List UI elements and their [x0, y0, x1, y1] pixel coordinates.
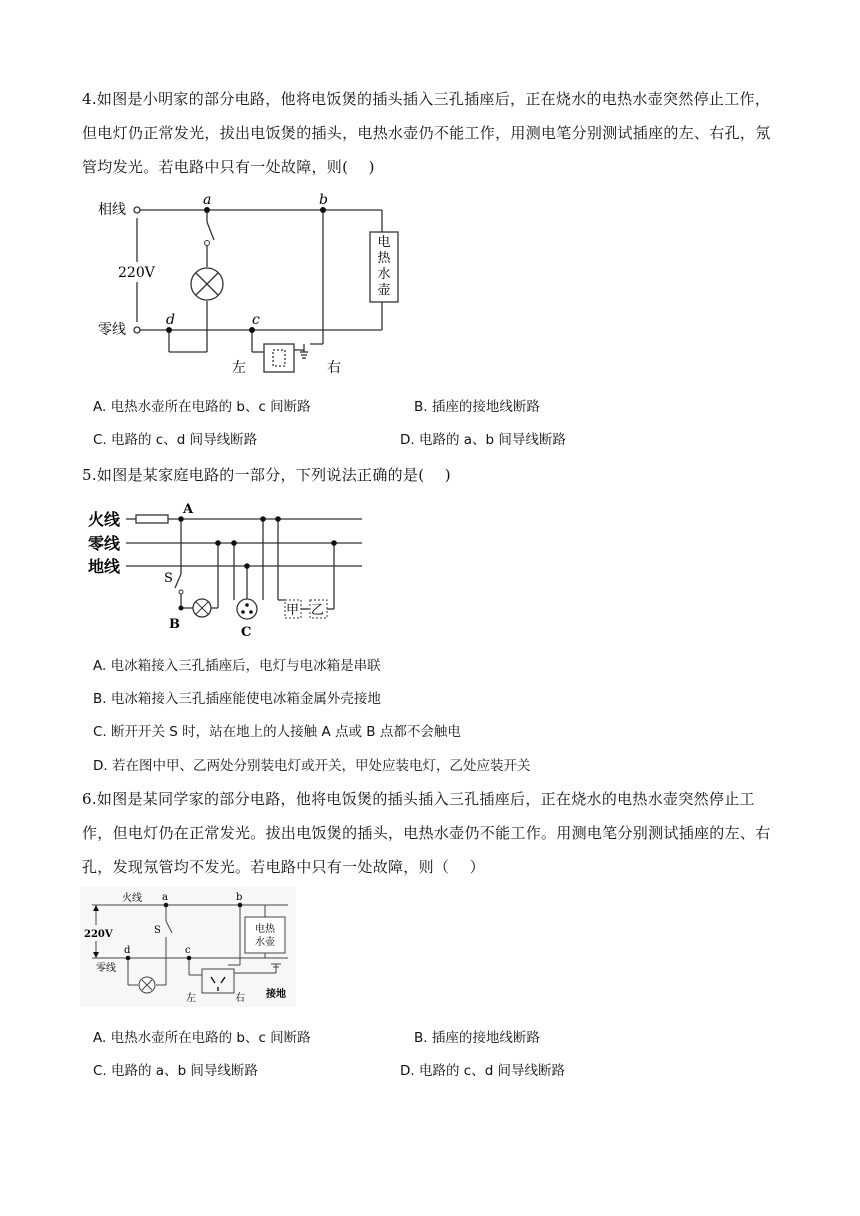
lamp-icon [139, 977, 155, 993]
lamp-icon [191, 268, 223, 300]
position-jia-label: 甲 [286, 603, 300, 618]
point-a-label: A [183, 502, 194, 517]
node-c-label: c [252, 312, 260, 328]
switch-s-label: S [164, 571, 173, 586]
node-b-label: b [319, 192, 328, 208]
lamp-icon [193, 599, 211, 617]
node-d-label: d [124, 945, 131, 956]
question-6-circuit-diagram [80, 887, 296, 1007]
point-b-label: B [169, 617, 180, 632]
question-6-option-b[interactable]: B. 插座的接地线断路 [414, 1030, 540, 1046]
live-line-label: 相线 [98, 202, 126, 218]
kettle-label-1: 电热 [255, 924, 275, 935]
node-c-label: c [185, 945, 191, 956]
kettle-label-4: 壶 [377, 283, 391, 298]
ground-line-label: 地线 [88, 557, 121, 576]
voltage-label: 220V [84, 929, 113, 940]
kettle-label-2: 热 [377, 251, 391, 266]
question-6-option-c[interactable]: C. 电路的 a、b 间导线断路 [93, 1063, 258, 1079]
voltage-label: 220V [118, 265, 155, 281]
neutral-line-label: 零线 [96, 963, 116, 974]
socket-right-label: 右 [235, 993, 245, 1004]
neutral-line-label: 零线 [98, 322, 126, 338]
three-hole-socket-icon [237, 599, 257, 619]
switch-s-label: S [154, 925, 161, 936]
question-4-circuit-diagram [90, 190, 400, 385]
ground-label: 接地 [266, 989, 286, 1000]
node-a-label: a [162, 892, 168, 903]
question-5-stem: 5.如图是某家庭电路的一部分，下列说法正确的是( ) [82, 466, 451, 484]
question-5-option-b[interactable]: B. 电冰箱接入三孔插座能使电冰箱金属外壳接地 [93, 691, 381, 707]
question-4-option-a[interactable]: A. 电热水壶所在电路的 b、c 间断路 [93, 399, 311, 415]
question-5-option-a[interactable]: A. 电冰箱接入三孔插座后，电灯与电冰箱是串联 [93, 658, 381, 674]
kettle-label-3: 水 [377, 267, 391, 282]
question-6-stem: 6.如图是某同学家的部分电路，他将电饭煲的插头插入三孔插座后，正在烧水的电热水壶突然停止工作，但电灯仍在正常发光。拔出电饭煲的插头，电热水壶仍不能工作。用测电笔分别测试插座的左、右孔，发现氖管均不发光。若电路中只有一处故障，则（ ） [82, 790, 771, 876]
question-5-option-c[interactable]: C. 断开开关 S 时，站在地上的人接触 A 点或 B 点都不会触电 [93, 724, 461, 740]
question-4-stem: 4.如图是小明家的部分电路，他将电饭煲的插头插入三孔插座后，正在烧水的电热水壶突然停止工作，但电灯仍正常发光，拔出电饭煲的插头，电热水壶仍不能工作，用测电笔分别测试插座的左、右孔，氖管均发光。若电路中只有一处故障，则( ) [82, 90, 771, 176]
position-yi-label: 乙 [311, 603, 325, 618]
question-5-option-d[interactable]: D. 若在图中甲、乙两处分别装电灯或开关，甲处应装电灯，乙处应装开关 [93, 758, 531, 774]
kettle-label-1: 电 [377, 235, 391, 250]
question-4-option-b[interactable]: B. 插座的接地线断路 [414, 399, 540, 415]
neutral-line-label: 零线 [88, 534, 121, 553]
question-6-option-a[interactable]: A. 电热水壶所在电路的 b、c 间断路 [93, 1030, 311, 1046]
point-c-label: C [241, 625, 252, 640]
question-4-option-c[interactable]: C. 电路的 c、d 间导线断路 [93, 432, 258, 448]
node-a-label: a [203, 192, 212, 208]
live-line-label: 火线 [122, 893, 142, 904]
socket-left-label: 左 [232, 360, 246, 376]
socket-right-label: 右 [327, 360, 341, 376]
question-6-option-d[interactable]: D. 电路的 c、d 间导线断路 [400, 1063, 566, 1079]
socket-left-label: 左 [186, 993, 196, 1004]
question-5-circuit-diagram [86, 500, 366, 645]
question-4-option-d[interactable]: D. 电路的 a、b 间导线断路 [400, 432, 566, 448]
kettle-label-2: 水壶 [255, 937, 275, 948]
node-d-label: d [166, 312, 175, 328]
live-line-label: 火线 [88, 510, 121, 529]
node-b-label: b [236, 892, 243, 903]
